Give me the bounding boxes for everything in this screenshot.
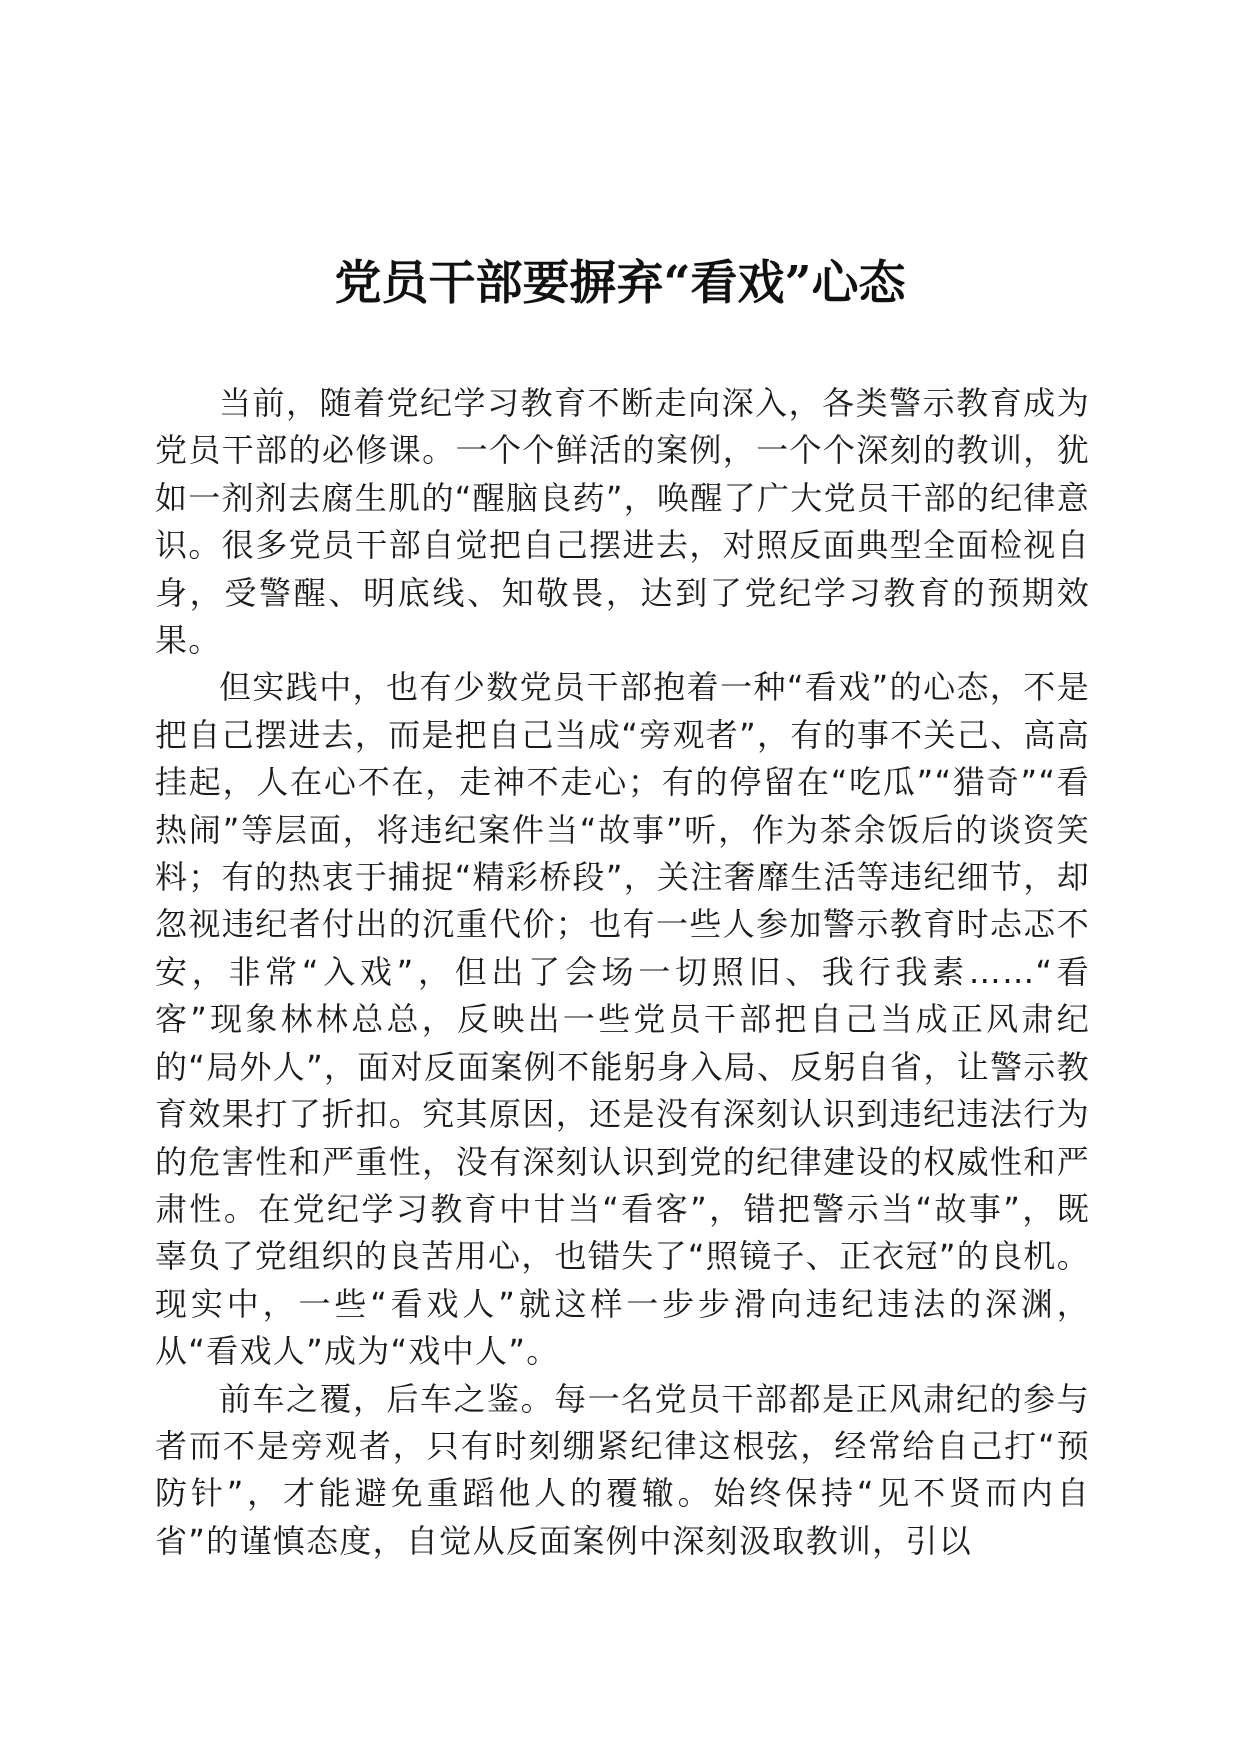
document-title: 党员干部要摒弃“看戏”心态 — [334, 256, 906, 311]
paragraph-2: 但实践中，也有少数党员干部抱着一种“看戏”的心态，不是把自己摆进去，而是把自己当成“旁观者”，有的事不关己、高高挂起，人在心不在，走神不走心；有的停留在“吃瓜”“猎奇”“看热闹”等层面，将违纪案件当“故事”听，作为茶余饭后的谈资笑料；有的热衷于捕捉“精彩桥段”，关注奢靡生活等违纪细节，却忽视违纪者付出的沉重代价；也有一些人参加警示教育时忐忑不安，非常“入戏”，但出了会场一切照旧、我行我素……“看客”现象林林总总，反映出一些党员干部把自己当成正风肃纪的“局外人”，面对反面案例不能躬身入局、反躬自省，让警示教育效果打了折扣。究其原因，还是没有深刻认识到违纪违法行为的危害性和严重性，没有深刻认识到党的纪律建设的权威性和严肃性。在党纪学习教育中甘当“看客”，错把警示当“故事”，既辜负了党组织的良苦用心，也错失了“照镜子、正衣冠”的良机。现实中，一些“看戏人”就这样一步步滑向违纪违法的深渊，从“看戏人”成为“戏中人”。 — [155, 668, 1090, 1371]
document-body — [155, 380, 1090, 1565]
paragraph-3: 前车之覆，后车之鉴。每一名党员干部都是正风肃纪的参与者而不是旁观者，只有时刻绷紧纪律这根弦，经常给自己打“预防针”，才能避免重蹈他人的覆辙。始终保持“见不贤而内自省”的谨慎态度，自觉从反面案例中深刻汲取教训，引以 — [155, 1379, 1090, 1560]
paragraph-1: 当前，随着党纪学习教育不断走向深入，各类警示教育成为党员干部的必修课。一个个鲜活的案例，一个个深刻的教训，犹如一剂剂去腐生肌的“醒脑良药”，唤醒了广大党员干部的纪律意识。很多党员干部自觉把自己摆进去，对照反面典型全面检视自身，受警醒、明底线、知敬畏，达到了党纪学习教育的预期效果。 — [155, 384, 1090, 660]
